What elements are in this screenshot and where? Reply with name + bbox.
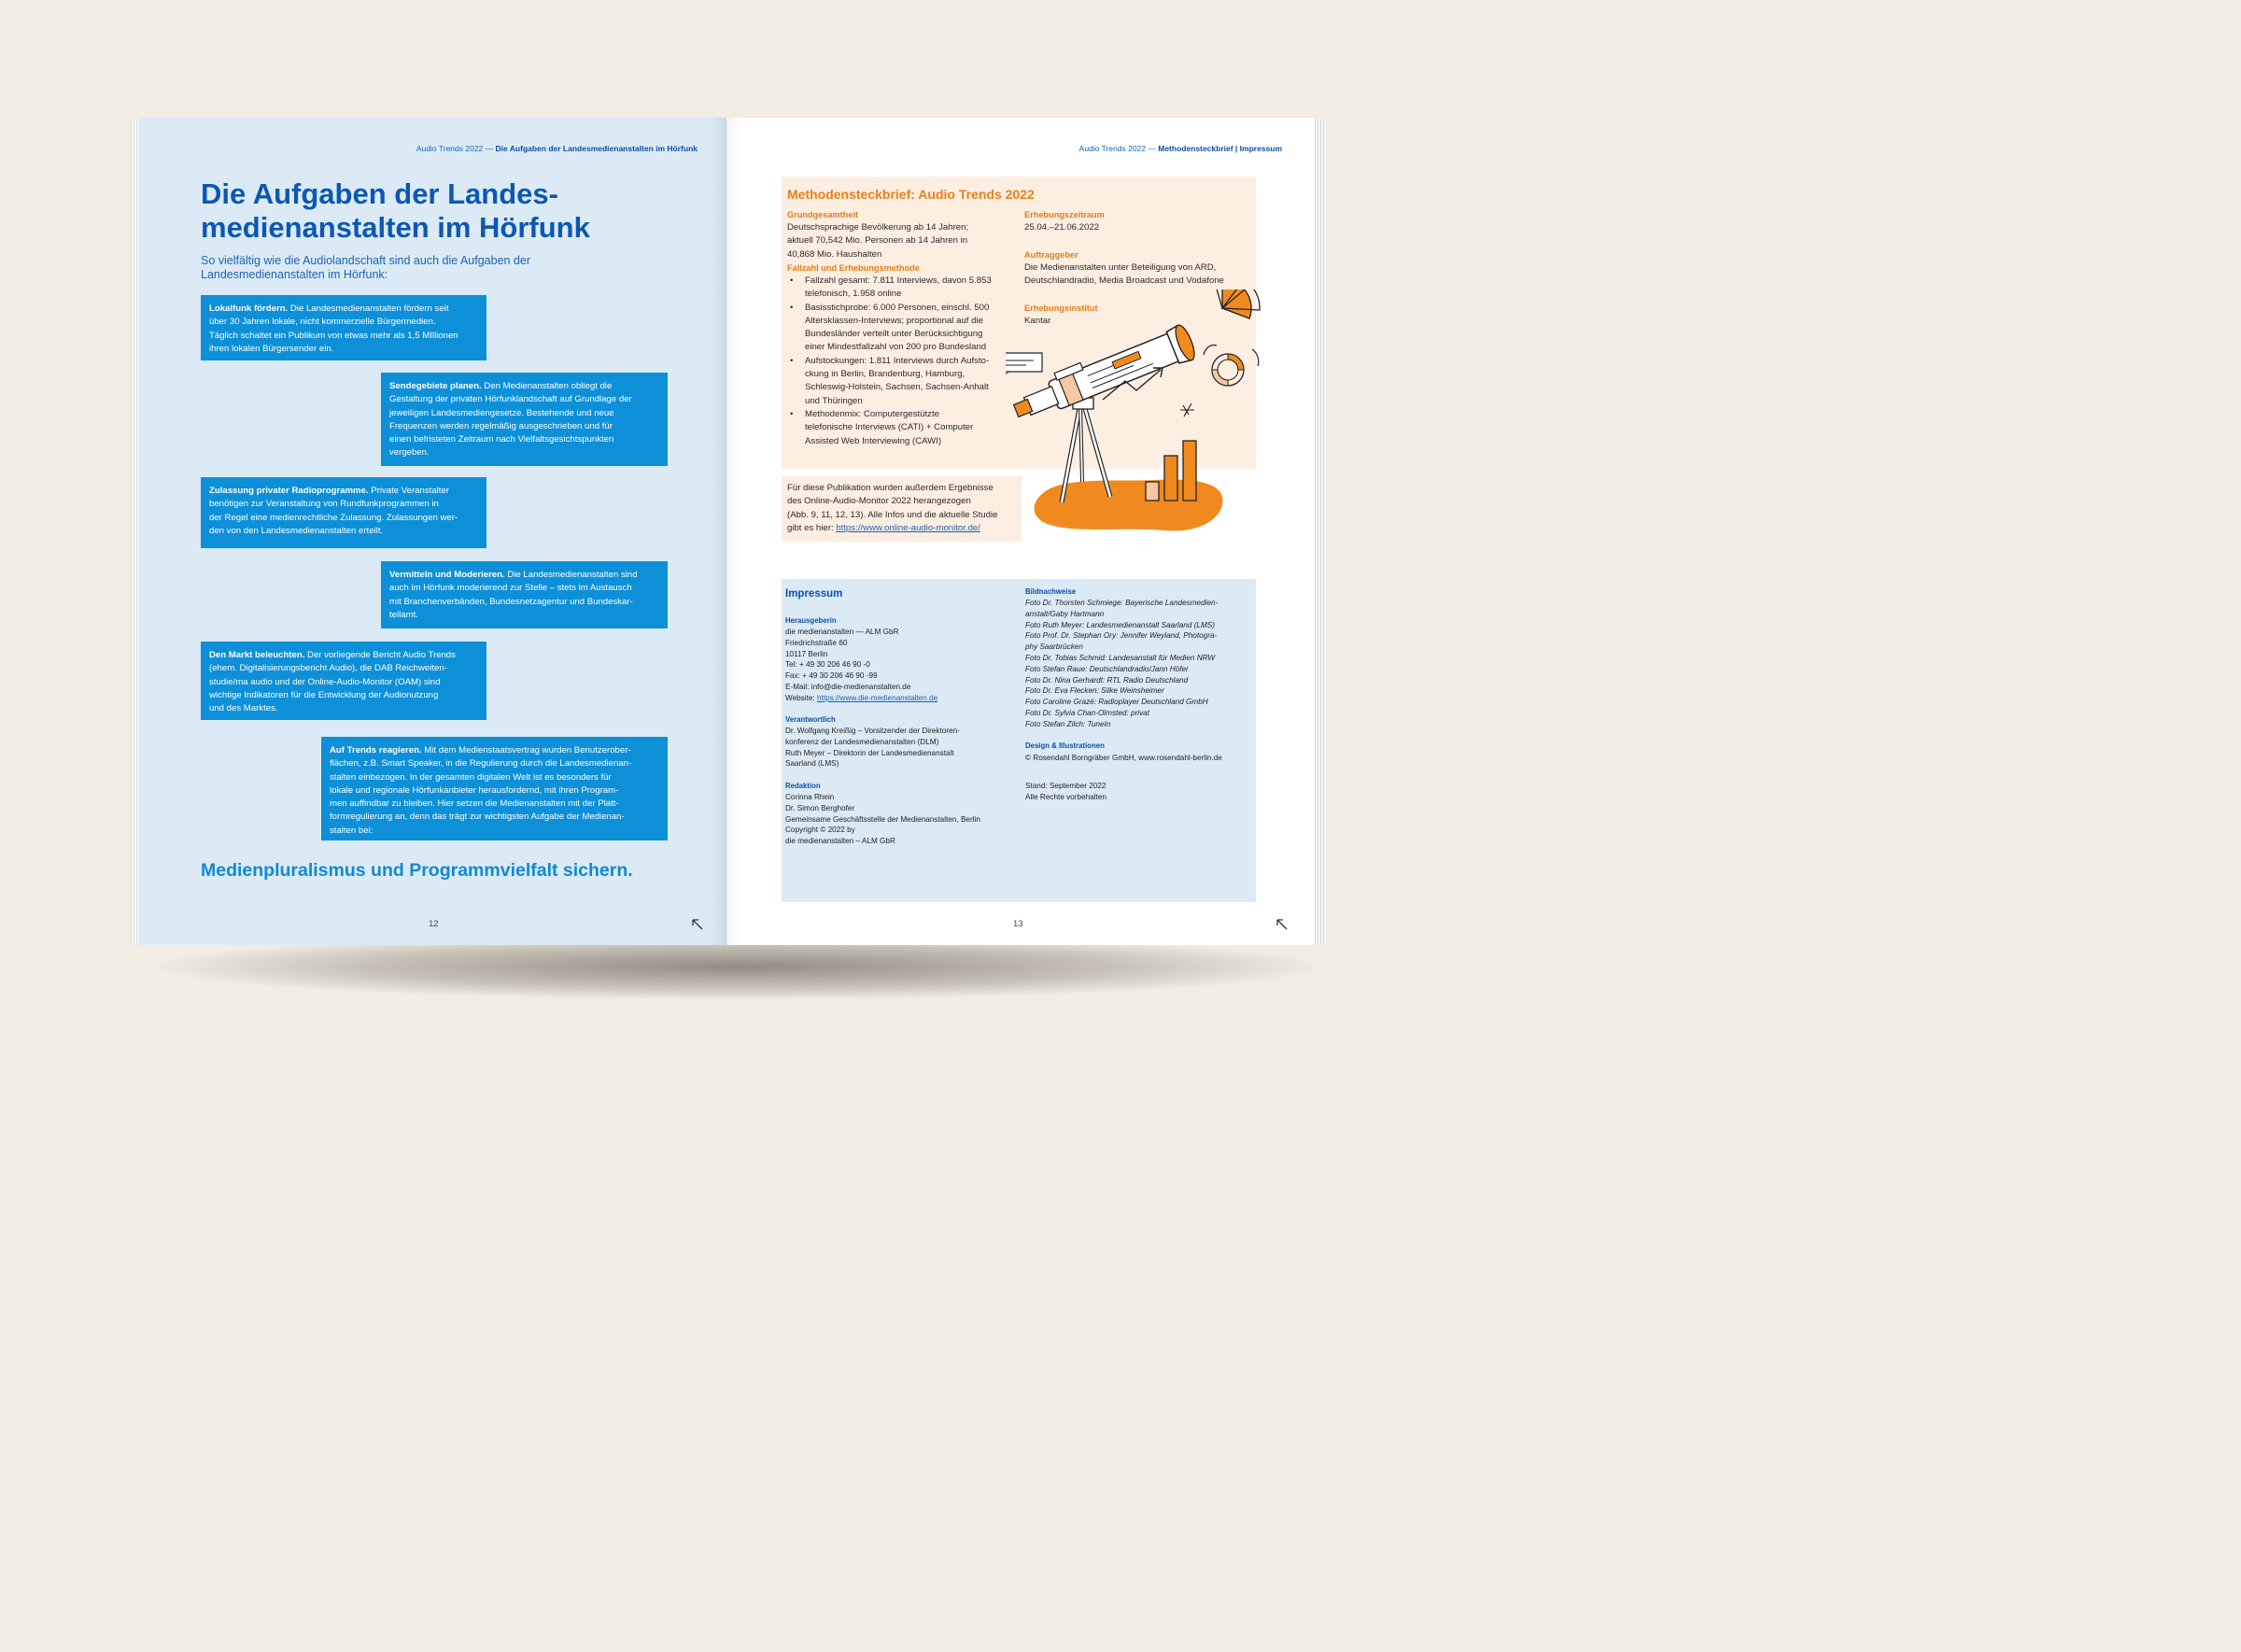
list-item: • Basisstichprobe: 6.000 Personen, einschl. 500 Altersklassen-Interviews; proportional auf die Bundesländer verteilt unter Berücksichtigung einer Mindestfallzahl von 200 pro Bundesland bbox=[787, 302, 1011, 355]
task-box-sendegebiete: Sendegebiete planen. Den Medienanstalten obliegt die Gestaltung der privaten Hörfunklandschaft auf Grundlage der jeweiligen Landesmediengesetze. Bestehende und neue Frequenzen werden regelmäßig ausgeschrieben und für einen befristeten Zeitraum nach Vielfaltsgesichtspunkten vergeben. bbox=[381, 373, 668, 466]
institut-text: Kantar bbox=[1024, 316, 1051, 326]
task-box-vermitteln: Vermitteln und Moderieren. Die Landesmedienanstalten sind auch im Hörfunk moderierend zur Stelle – stets im Austausch mit Branchenverbänden, Bundesnetzagentur und Bundeskar- tellamt. bbox=[381, 561, 668, 628]
label-redaktion: Redaktion bbox=[785, 782, 821, 790]
label-auftraggeber: Auftraggeber bbox=[1024, 250, 1078, 260]
stand-text: Stand: September 2022 Alle Rechte vorbehalten bbox=[1025, 782, 1106, 801]
label-design: Design & Illustrationen bbox=[1025, 741, 1105, 750]
list-item: • Aufstockungen: 1.811 Interviews durch Aufsto- ckung in Berlin, Brandenburg, Hamburg, Schleswig-Holstein, Sachsen, Sachsen-Anhalt und Thüringen bbox=[787, 355, 1011, 408]
label-grundgesamtheit: Grundgesamtheit bbox=[787, 210, 859, 219]
label-herausgeberin: Herausgeberin bbox=[785, 616, 837, 625]
label-zeitraum: Erhebungszeitraum bbox=[1024, 210, 1105, 219]
page-stack-right bbox=[1313, 120, 1326, 945]
auftraggeber-text: Die Medienanstalten unter Beteiligung von ARD, Deutschlandradio, Media Broadcast und Vodafone bbox=[1024, 262, 1224, 287]
left-page bbox=[140, 118, 726, 945]
verantwortlich-text: Dr. Wolfgang Kreißig – Vorsitzender der Direktoren- konferenz der Landesmedienanstalten (DLM) Ruth Meyer – Direktorin der Landesmedienanstalt Saarland (LMS) bbox=[785, 727, 960, 769]
corner-arrow-icon bbox=[691, 918, 704, 931]
intro-text: So vielfältig wie die Audiolandschaft sind auch die Aufgaben der Landesmedienanstalten im Hörfunk: bbox=[201, 254, 531, 281]
page-number: 13 bbox=[1013, 919, 1023, 929]
herausgeberin-text: die medienanstalten — ALM GbR Friedrichstraße 60 10117 Berlin Tel: + 49 30 206 46 90 -0 Fax: + 49 30 206 46 90 -99 E-Mail: info@die-medienanstalten.de Website: https://www.die-medienanstalten.de bbox=[785, 628, 938, 702]
page-number: 12 bbox=[429, 919, 439, 929]
bildnachweise-text: Foto Dr. Thorsten Schmiege: Bayerische Landesmedien- anstalt/Gaby Hartmann Foto Ruth Meyer: Landesmedienanstalt Saarland (LMS) Foto Prof. Dr. Stephan Ory: Jennifer Weyland, Photogra- phy Saarbrücken Foto Dr. Tobias Schmid: Landesanstalt für Medien NRW Foto Stefan Raue: Deutschlandradio/Jann Höfer Foto Dr. Nina Gerhardt: RTL Radio Deutschland Foto Dr. Eva Flecken: Silke Weinsheimer Foto Caroline Grazé: Radioplayer Deutschland GmbH Foto Dr. Sylvia Chan-Olmsted: privat Foto Stefan Zilch: TuneIn bbox=[1025, 599, 1219, 728]
label-fallzahl: Fallzahl und Erhebungsmethode bbox=[787, 263, 920, 273]
label-bildnachweise: Bildnachweise bbox=[1025, 587, 1077, 596]
corner-arrow-icon bbox=[1276, 918, 1289, 931]
label-institut: Erhebungsinstitut bbox=[1024, 304, 1098, 313]
running-head: Audio Trends 2022 — Die Aufgaben der Landesmedienanstalten im Hörfunk bbox=[416, 144, 698, 153]
page-title: Die Aufgaben der Landes- medienanstalten im Hörfunk bbox=[201, 177, 590, 244]
telescope-illustration bbox=[1006, 289, 1276, 540]
running-head: Audio Trends 2022 — Methodensteckbrief | Impressum bbox=[1078, 144, 1282, 153]
zeitraum-text: 25.04.–21.06.2022 bbox=[1024, 222, 1100, 233]
right-page bbox=[726, 118, 1315, 945]
impressum-panel bbox=[782, 579, 1256, 902]
method-bullet-list bbox=[787, 275, 1011, 448]
method-title: Methodensteckbrief: Audio Trends 2022 bbox=[787, 187, 1035, 202]
list-item: • Fallzahl gesamt: 7.811 Interviews, davon 5.853 telefonisch, 1.958 online bbox=[787, 275, 1011, 302]
list-item: • Methodenmix: Computergestützte telefonische Interviews (CATI) + Computer Assisted Web Interviewing (CAWI) bbox=[787, 408, 1011, 448]
online-audio-monitor-link[interactable]: https://www.online-audio-monitor.de/ bbox=[836, 522, 980, 533]
task-box-lokalfunk: Lokalfunk fördern. Die Landesmedienanstalten fördern seit über 30 Jahren lokale, nicht kommerzielle Bürgermedien. Täglich schaltet ein Publikum von etwas mehr als 1,5 MIllionen ihren lokalen Bürgersender ein. bbox=[201, 295, 486, 360]
grundgesamtheit-text: Deutschsprachige Bevölkerung ab 14 Jahren; aktuell 70,542 Mio. Personen ab 14 Jahren in 40,868 Mio. Haushalten bbox=[787, 222, 969, 260]
redaktion-text: Corinna Rhein Dr. Simon Berghofer Gemeinsame Geschäftsstelle der Medienanstalten, Berlin Copyright © 2022 by die medienanstalten – ALM GbR bbox=[785, 793, 980, 846]
website-link[interactable]: https://www.die-medienanstalten.de bbox=[816, 693, 938, 702]
task-box-markt: Den Markt beleuchten. Der vorliegende Bericht Audio Trends (ehem. Digitalisierungsbericht Audio), die DAB Reichweiten- studie/ma audio und der Online-Audio-Monitor (OAM) sind wichtige Indikatoren für die Entwicklung der Audionutzung und des Marktes. bbox=[201, 642, 486, 720]
online-audio-note: Für diese Publikation wurden außerdem Ergebnisse des Online-Audio-Monitor 2022 herangezogen (Abb. 9, 11, 12, 13). Alle Infos und die aktuelle Studie gibt es hier: https://www.online-audio-monitor.de/ bbox=[782, 476, 1022, 542]
impressum-title: Impressum bbox=[785, 588, 843, 600]
label-verantwortlich: Verantwortlich bbox=[785, 715, 836, 724]
design-text: © Rosendahl Borngräber GmbH, www.rosendahl-berlin.de bbox=[1025, 754, 1222, 762]
task-box-zulassung: Zulassung privater Radioprogramme. Private Veranstalter benötigen zur Veranstaltung von Rundfunkprogrammen in der Regel eine medienrechtliche Zulassung. Zulassungen wer- den von den Landesmedienanstalten erteilt. bbox=[201, 477, 486, 548]
closing-statement: Medienpluralismus und Programmvielfalt sichern. bbox=[201, 860, 633, 881]
task-box-trends: Auf Trends reagieren. Mit dem Medienstaatsvertrag wurden Benutzerober- flächen, z.B. Smart Speaker, in die Regulierung durch die Landesmedienan- stalten einbezogen. In der gesamten digitalen Welt ist es besonders für lokale und regionale Hörfunkanbieter herausfordernd, mit ihren Program- men auffindbar zu bleiben. Hier setzen die Medienanstalten mit der Platt- formregulierung an, denn das trägt zur wichtigsten Aufgabe der Medienan- stalten bei: bbox=[321, 737, 668, 840]
